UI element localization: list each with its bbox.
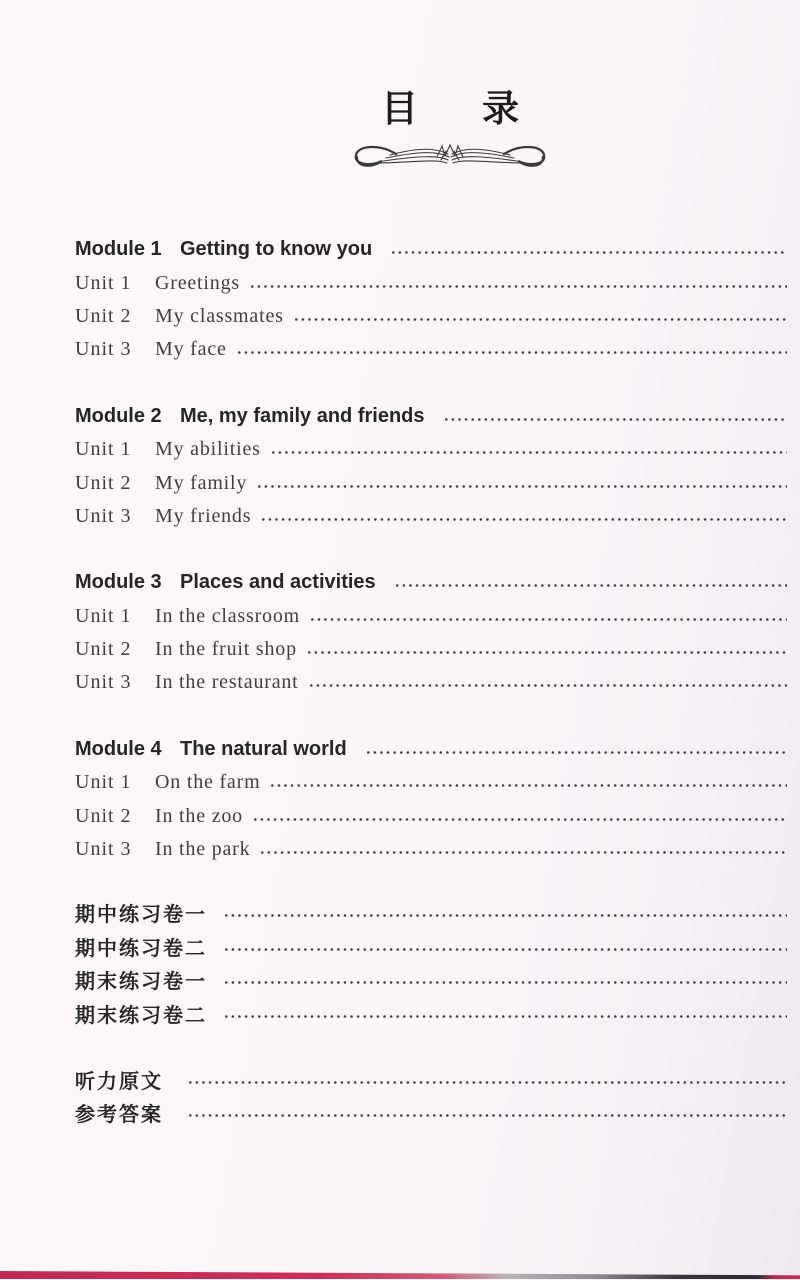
unit-label: Unit 2 bbox=[75, 471, 132, 494]
book-cover-edge bbox=[0, 1271, 800, 1279]
unit-row bbox=[75, 600, 787, 633]
exam-title: 期末练习卷一 bbox=[75, 971, 207, 994]
dot-leader bbox=[271, 784, 787, 787]
exam-title: 期中练习卷一 bbox=[75, 904, 207, 927]
module-block bbox=[75, 566, 787, 700]
dot-leader bbox=[225, 1015, 787, 1018]
unit-label: Unit 3 bbox=[75, 671, 132, 694]
unit-title: My face bbox=[155, 338, 227, 361]
dot-leader bbox=[308, 651, 787, 654]
appendix-section-group bbox=[75, 1063, 787, 1130]
module-title: Getting to know you bbox=[180, 238, 373, 261]
dot-leader bbox=[311, 618, 787, 621]
appendix-row bbox=[75, 1096, 787, 1129]
calligraphic-flourish-icon bbox=[347, 141, 553, 173]
module-block bbox=[75, 733, 787, 867]
unit-label: Unit 3 bbox=[75, 838, 132, 861]
unit-title: My family bbox=[155, 471, 248, 494]
module-block bbox=[75, 400, 787, 534]
module-heading-row bbox=[75, 566, 787, 599]
module-title: Me, my family and friends bbox=[180, 404, 425, 427]
appendix-row bbox=[75, 1063, 787, 1096]
dot-leader bbox=[225, 948, 787, 951]
unit-row bbox=[75, 666, 787, 699]
exam-section-group bbox=[75, 896, 787, 1030]
unit-label: Unit 3 bbox=[75, 504, 132, 527]
dot-leader bbox=[445, 418, 787, 421]
module-heading-row bbox=[75, 733, 787, 766]
module-heading-row bbox=[75, 400, 787, 433]
module-heading-row bbox=[75, 233, 787, 266]
dot-leader bbox=[295, 318, 787, 321]
unit-label: Unit 1 bbox=[75, 438, 132, 461]
exam-row bbox=[75, 896, 787, 929]
title-char-mu: 目 bbox=[381, 87, 418, 130]
unit-label: Unit 2 bbox=[75, 804, 132, 827]
unit-label: Unit 2 bbox=[75, 304, 132, 327]
module-title: The natural world bbox=[180, 737, 347, 760]
appendix-title: 听力原文 bbox=[75, 1071, 163, 1093]
module-label: Module 4 bbox=[75, 737, 162, 760]
dot-leader bbox=[258, 485, 787, 488]
dot-leader bbox=[262, 518, 787, 521]
dot-leader bbox=[254, 818, 787, 821]
unit-row bbox=[75, 433, 787, 466]
unit-title: On the farm bbox=[155, 771, 261, 794]
unit-title: In the fruit shop bbox=[155, 638, 297, 661]
unit-title: In the restaurant bbox=[155, 671, 299, 694]
unit-title: My classmates bbox=[155, 304, 284, 327]
exam-row bbox=[75, 963, 787, 996]
unit-row bbox=[75, 799, 787, 832]
dot-leader bbox=[225, 914, 787, 917]
unit-title: My abilities bbox=[155, 438, 261, 461]
unit-title: In the classroom bbox=[155, 604, 300, 627]
module-label: Module 2 bbox=[75, 404, 162, 427]
table-of-contents bbox=[0, 233, 800, 1130]
unit-row bbox=[75, 266, 787, 299]
dot-leader bbox=[251, 285, 787, 288]
dot-leader bbox=[272, 451, 787, 454]
unit-row bbox=[75, 500, 787, 533]
unit-label: Unit 1 bbox=[75, 271, 132, 294]
unit-row bbox=[75, 833, 787, 866]
unit-row bbox=[75, 300, 787, 333]
unit-label: Unit 1 bbox=[75, 771, 132, 794]
unit-row bbox=[75, 466, 787, 499]
module-label: Module 3 bbox=[75, 571, 162, 594]
exam-title: 期末练习卷二 bbox=[75, 1004, 207, 1027]
dot-leader bbox=[189, 1081, 787, 1084]
dot-leader bbox=[367, 751, 787, 754]
dot-leader bbox=[238, 351, 787, 354]
dot-leader bbox=[261, 851, 787, 854]
module-title: Places and activities bbox=[180, 571, 376, 594]
dot-leader bbox=[392, 251, 787, 254]
unit-row bbox=[75, 766, 787, 799]
exam-row bbox=[75, 996, 787, 1029]
dot-leader bbox=[189, 1114, 787, 1117]
module-block bbox=[75, 233, 787, 367]
title-char-lu: 录 bbox=[482, 87, 519, 130]
module-label: Module 1 bbox=[75, 238, 162, 261]
unit-title: Greetings bbox=[155, 271, 240, 294]
dot-leader bbox=[225, 981, 787, 984]
exam-row bbox=[75, 930, 787, 963]
unit-row bbox=[75, 633, 787, 666]
page-title bbox=[300, 87, 600, 130]
exam-title: 期中练习卷二 bbox=[75, 937, 207, 960]
unit-label: Unit 3 bbox=[75, 338, 132, 361]
dot-leader bbox=[396, 584, 787, 587]
unit-title: In the zoo bbox=[155, 804, 243, 827]
unit-title: In the park bbox=[155, 838, 251, 861]
flourish-ornament-wrap bbox=[300, 141, 600, 173]
appendix-title: 参考答案 bbox=[75, 1104, 163, 1127]
dot-leader bbox=[310, 684, 787, 687]
unit-row bbox=[75, 333, 787, 366]
unit-title: My friends bbox=[155, 504, 252, 527]
unit-label: Unit 1 bbox=[75, 604, 132, 627]
unit-label: Unit 2 bbox=[75, 638, 132, 661]
